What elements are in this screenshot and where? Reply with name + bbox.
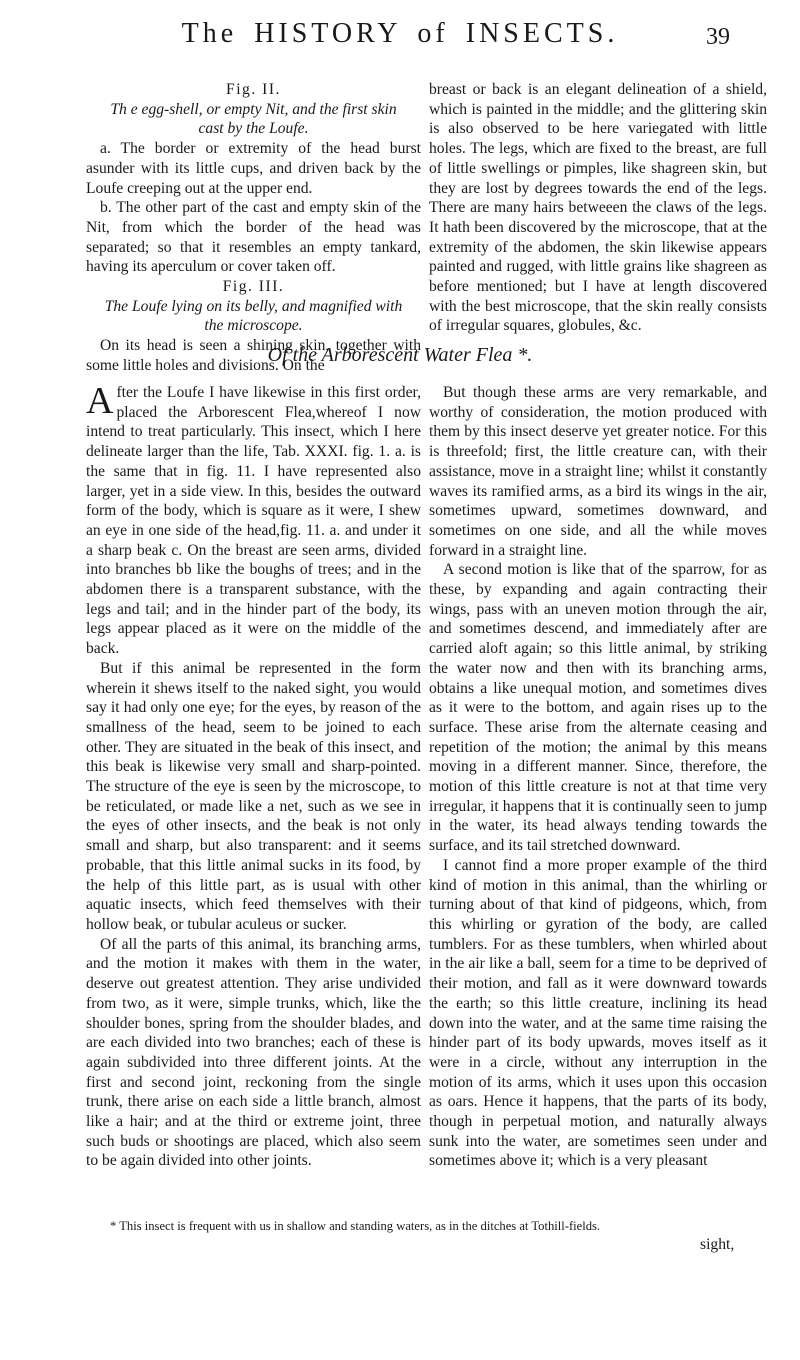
top-right-column: [429, 80, 767, 336]
section-title: Of the Arborescent Water Flea *.: [267, 344, 533, 366]
footnote: * This insect is frequent with us in shallow and standing waters, as in the ditches at Tothill-fields.: [110, 1219, 601, 1233]
fig-2-caption-line-2: cast by the Loufe.: [198, 120, 309, 138]
drop-cap: A: [86, 380, 114, 422]
paragraph-b: b. The other part of the cast and empty skin of the Nit, from which the border of the head was separated; so that it resembles an empty tankard, having its aperculum or cover taken off.: [86, 199, 421, 276]
fig-2-caption-line-1: Th e egg-shell, or empty Nit, and the first skin: [110, 100, 397, 118]
catchword: sight,: [700, 1236, 735, 1253]
paragraph-eyes: But if this animal be represented in the form wherein it shews itself to the naked sight, you would say it had only one eye; for the eyes, by reason of the smallness of the head, seem to be joined to each other. They are situated in the beak of this insect, and this beak is likewise very small and sharp-pointed. The structure of the eye is seen by the microscope, to be reticulated, or made like a net, such as we see in the eyes of other insects, and the beak is not only small and sharp, but also transparent: and it seems probable, that this little animal sucks in its food, by the help of this little part, as is usual with other aquatic insects, which feed themselves with their hollow beak, or tubular aculeus or sucker.: [86, 659, 421, 933]
page-number: 39: [706, 24, 730, 50]
running-title: The HISTORY of INSECTS.: [181, 18, 619, 49]
fig-3-caption-line-1: The Loufe lying on its belly, and magnified with: [104, 297, 403, 315]
paragraph-intro-text: fter the Loufe I have likewise in this first order, placed the Arborescent Flea,whereof I now intend to treat particularly. This insect, which I here delineate larger than the life, Tab. XXXI. fig. 1. a. is the same that in fig. 11. I have represented also larger, yet in a side view. In this, besides the outward form of the body, which is square as it were, I shew an eye in one side of the head,fig. 11. a. and under it a sharp beak c. On the breast are seen arms, divided into branches bb like the boughs of trees; and in the abdomen there is a transparent substance, with the legs and tail; and in the hinder part of the body, its legs appear placed as it were on the middle of the back.: [86, 384, 421, 658]
bottom-right-column: [429, 383, 767, 1171]
bottom-left-column: [86, 380, 421, 1171]
paragraph-motion-1: But though these arms are very remarkable, and worthy of consideration, the motion produced with them by this insect deserve yet greater notice. For this is threefold; first, the little creature can, with their assistance, move in a straight line; whilst it constantly waves its ramified arms, as a bird its wings in the air, sometimes upward, sometimes downward, and sometimes on one side, and all the while moves forward in a straight line.: [429, 384, 767, 559]
fig-3-caption-line-2: the microscope.: [204, 317, 303, 335]
paragraph-intro: [86, 380, 421, 659]
paragraph-arms: Of all the parts of this animal, its branching arms, and the motion it makes with them in the water, deserve out greatest attention. They arise undivided from two, as it were, simple trunks, which, like the shoulder bones, spring from the shoulder blades, and are each divided into two branches; each of these is again subdivided into three different joints. At the first and second joint, reckoning from the single trunk, there arise on each side a little branch, almost like a hair; and at the third or extreme joint, three such buds or shootings are placed, which also seem to be again divided into other joints.: [86, 935, 421, 1170]
paragraph-fig-3: On its head is seen a shining skin, together with some little holes and divisions. On the: [86, 337, 421, 374]
running-head: [0, 18, 800, 58]
top-left-column: [86, 80, 421, 376]
paragraph-motion-2: A second motion is like that of the sparrow, for as these, by expanding and again contracting their wings, pass with an uneven motion through the air, and sometimes descend, and immediately after are carried aloft again; so this little animal, by striking the water now and then with its branching arms, obtains a like unequal motion, and sometimes dives as it were to the bottom, and again rises up to the surface. These arise from the alternate ceasing and repetition of the motion; the animal by this means moving in a different manner. Since, therefore, the motion of this little creature is not at that time very irregular, it happens that it is continually seen to jump in the water, its head always tending towards the surface, and its tail stretched downward.: [429, 561, 767, 855]
paragraph-a: a. The border or extremity of the head burst asunder with its little cups, and driven back by the Loufe creeping out at the upper end.: [86, 140, 421, 197]
fig-3-heading: Fig. III.: [222, 278, 285, 296]
paragraph-breast: breast or back is an elegant delineation of a shield, which is painted in the middle; and the glittering skin is also observed to be here variegated with little holes. The legs, which are fixed to the breast, are full of little swellings or pimples, like shagreen skin, but they are lost by degrees towards the end of the legs. There are many hairs betweeen the claws of the legs. It hath been discovered by the microscope, that at the extremity of the abdomen, the skin likewise appears painted and rugged, with little grains like shagreen as before mentioned; but I have at length discovered with the best microscope, that the skin really consists of irregular squares, globules, &c.: [429, 81, 767, 335]
paragraph-motion-3: I cannot find a more proper example of the third kind of motion in this animal, than the whirling or turning about of that kind of pidgeons, which, from this whirling or gyration of the body, are called tumblers. For as these tumblers, when whirled about in the air like a ball, seem for a time to be deprived of their motion, and fall as it were downward towards the earth; so this little creature, inclining its head down into the water, and at the same time raising the hinder part of its body upwards, moves itself as it were in a circle, without any interruption in the motion of its arms, which it uses upon this occasion as oars. Hence it happens, that the parts of its body, though in perpetual motion, and naturally always sunk into the water, are sometimes seen under and sometimes above it; which is a very pleasant: [429, 856, 767, 1170]
fig-2-heading: Fig. II.: [226, 81, 281, 98]
